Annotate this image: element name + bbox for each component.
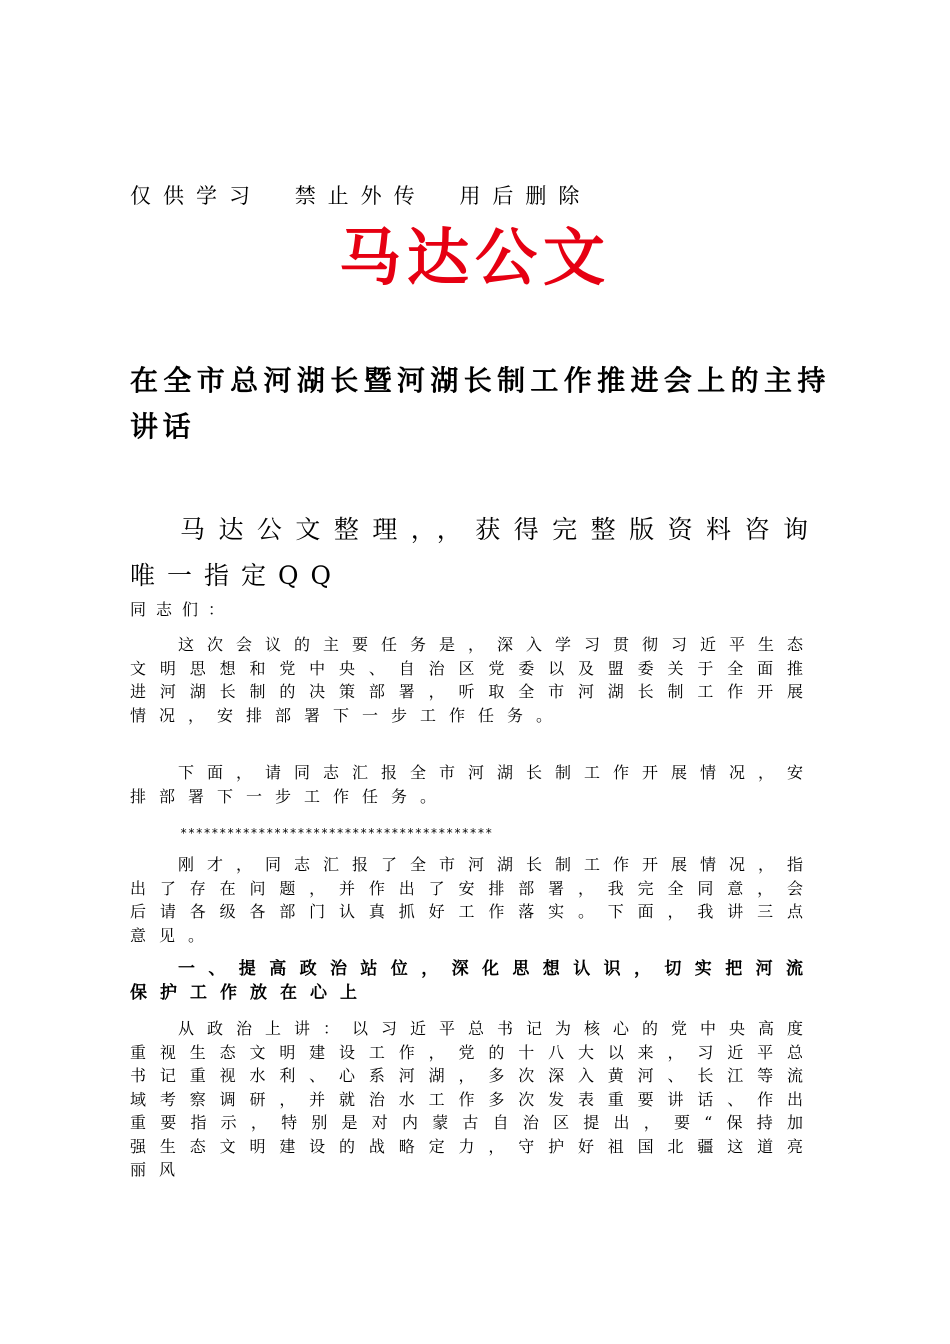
usage-notice bbox=[130, 180, 605, 210]
paragraph-report-request: 下面，请同志汇报全市河湖长制工作开展情况，安排部署下一步工作任务。 bbox=[130, 763, 817, 806]
notice-study-only: 仅供学习 bbox=[130, 184, 262, 208]
brand-logo-text: 马达公文 bbox=[338, 221, 611, 294]
intro-line: 马达公文整理，，获得完整版资料咨询唯一指定QQ bbox=[130, 515, 820, 590]
notice-no-distribution: 禁止外传 bbox=[294, 184, 427, 208]
separator-asterisks: **************************************** bbox=[180, 826, 493, 840]
document-title: 在全市总河湖长暨河湖长制工作推进会上的主持讲话 bbox=[130, 364, 830, 443]
paragraph-political-importance: 从政治上讲：以习近平总书记为核心的党中央高度重视生态文明建设工作，党的十八大以来，习近平总书记重视水利、心系河湖，多次深入黄河、长江等流域考察调研，并就治水工作多次发表重要讲话、作出重要指示，特别是对内蒙古自治区提出，要“保持加强生态文明建设的战略定力，守护好祖国北疆这道亮丽风 bbox=[130, 1019, 817, 1179]
paragraph-after-report: 刚才，同志汇报了全市河湖长制工作开展情况，指出了存在问题，并作出了安排部署，我完全同意，会后请各级各部门认真抓好工作落实。下面，我讲三点意见。 bbox=[130, 855, 817, 945]
greeting: 同志们： bbox=[130, 600, 235, 619]
section-heading-1: 一、提高政治站位，深化思想认识，切实把河流保护工作放在心上 bbox=[130, 959, 816, 1003]
paragraph-meeting-purpose: 这次会议的主要任务是，深入学习贯彻习近平生态文明思想和党中央、自治区党委以及盟委关于全面推进河湖长制的决策部署，听取全市河湖长制工作开展情况，安排部署下一步工作任务。 bbox=[130, 635, 817, 725]
notice-delete-after-use: 用后删除 bbox=[459, 184, 592, 208]
